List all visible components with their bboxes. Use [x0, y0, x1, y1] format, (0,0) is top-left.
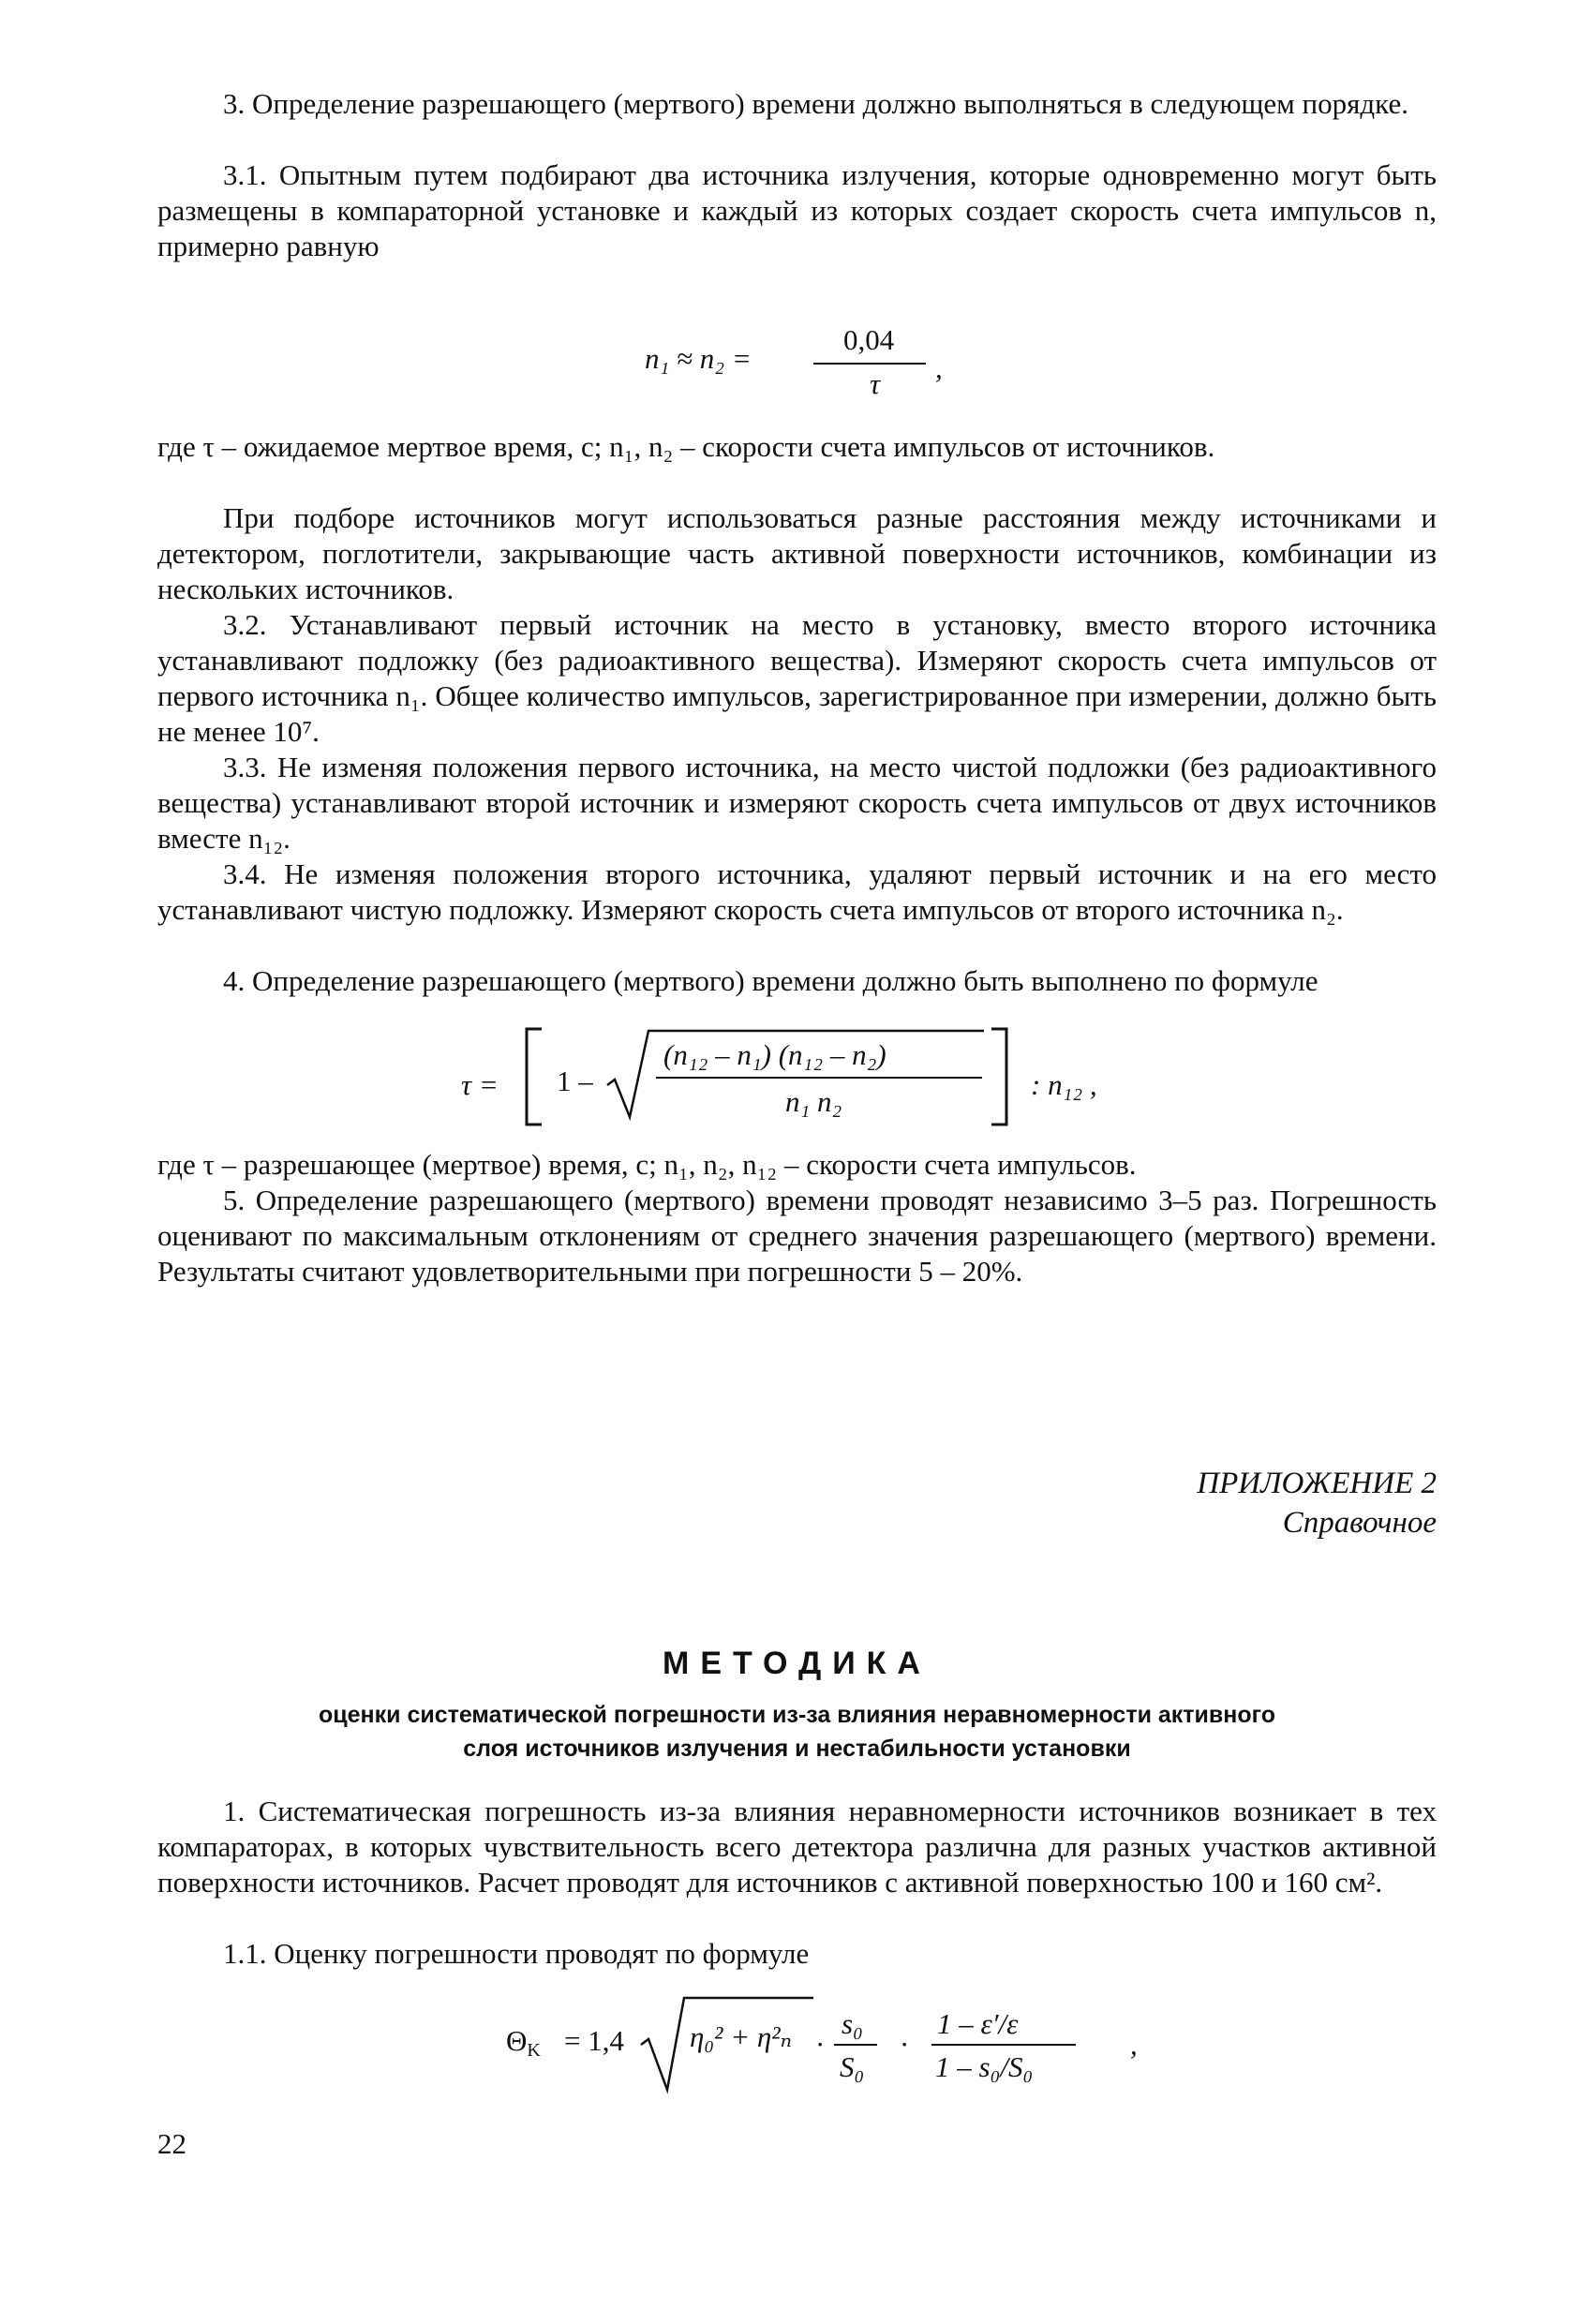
formula-2-numerator: (n₁₂ – n₁) (n₁₂ – n₂): [663, 1038, 886, 1071]
formula-3-theta: Θ: [506, 2024, 528, 2057]
paragraph-3-1: 3.1. Опытным путем подбирают два источника излучения, которые одновременно могут быть размещены в компараторной установке и каждый из которых создает скорость счета импульсов n, примерно равную: [157, 158, 1437, 262]
paragraph-4: 4. Определение разрешающего (мертвого) времени должно быть выполнено по формуле: [223, 964, 1318, 997]
method-paragraph-1: 1. Систематическая погрешность из-за влияния неравномерности источников возникает в тех компараторах, в которых чувствительность всего детектора различна для разных участков активной поверхности источников. Расчет проводят для источников с активной поверхностью 100 и 160 см².: [157, 1795, 1437, 1899]
formula-1-numerator: 0,04: [843, 323, 895, 356]
formula-3-frac2-denominator: 1 – s₀/S₀: [935, 2050, 1034, 2083]
paragraph-3-4: 3.4. Не изменяя положения второго источника, удаляют первый источник и на его место устанавливают чистую подложку. Измеряют скорость счета импульсов от второго источника n₂.: [157, 857, 1437, 926]
appendix-number: ПРИЛОЖЕНИЕ 2: [1197, 1467, 1437, 1500]
formula-3-frac2-numerator: 1 – ε′/ε: [937, 2007, 1019, 2040]
appendix-type: Справочное: [1282, 1506, 1437, 1540]
paragraph-3-1-explanation: где τ – ожидаемое мертвое время, с; n₁, n₂ – скорости счета импульсов от источников.: [157, 430, 1215, 463]
formula-3-radicand: η₀² + η²ₙ: [690, 2020, 793, 2053]
formula-1-denominator: τ: [870, 367, 881, 400]
formula-3-eq: = 1,4: [564, 2024, 624, 2057]
formula-2-one-minus: 1 –: [557, 1065, 593, 1097]
formula-3-theta-subscript: K: [527, 2040, 541, 2061]
paragraph-3-2: 3.2. Устанавливают первый источник на место в установку, вместо второго источника устанавливают подложку (без радиоактивного вещества). Измеряют скорость счета импульсов от первого источника n₁. Общее количество импульсов, зарегистрированное при измерении, должно быть не менее 10⁷.: [157, 608, 1437, 748]
method-subtitle-line-1: оценки систематической погрешности из-за влияния неравномерности активного: [318, 1702, 1276, 1728]
formula-2-denominator: n₁ n₂: [785, 1085, 842, 1118]
formula-2-tail: : n₁₂ ,: [1031, 1068, 1097, 1101]
paragraph-3: 3. Определение разрешающего (мертвого) времени должно выполняться в следующем порядке.: [223, 87, 1408, 120]
page-number: 22: [157, 2127, 186, 2160]
method-paragraph-1-1: 1.1. Оценку погрешности проводят по формуле: [223, 1937, 810, 1970]
formula-3-dot-1: ·: [815, 2028, 826, 2061]
method-title: МЕТОДИКА: [663, 1646, 931, 1681]
formula-1-lhs: n₁ ≈ n₂ =: [645, 342, 752, 375]
paragraph-5: 5. Определение разрешающего (мертвого) времени проводят независимо 3–5 раз. Погрешность оценивают по максимальным отклонениям от среднего значения разрешающего (мертвого) времени. Результаты считают удовлетворительными при погрешности 5 – 20%.: [157, 1184, 1437, 1288]
method-subtitle-line-2: слоя источников излучения и нестабильности установки: [463, 1736, 1131, 1762]
paragraph-source-selection: При подборе источников могут использоваться разные расстояния между источниками и детектором, поглотители, закрывающие часть активной поверхности источников, комбинации из нескольких источников.: [157, 501, 1437, 605]
formula-3-frac1-numerator: s₀: [842, 2007, 863, 2040]
formula-3-frac1-denominator: S₀: [840, 2050, 865, 2083]
formula-3-tail: ,: [1130, 2028, 1138, 2061]
formula-2-lhs: τ =: [461, 1068, 499, 1101]
paragraph-3-3: 3.3. Не изменяя положения первого источника, на место чистой подложки (без радиоактивного вещества) устанавливают второй источник и измеряют скорость счета импульсов от двух источников вместе n₁₂.: [157, 751, 1437, 855]
formula-1-comma: ,: [935, 351, 943, 384]
formula-3-dot-2: ·: [900, 2028, 910, 2061]
paragraph-4-explanation: где τ – разрешающее (мертвое) время, с; n₁, n₂, n₁₂ – скорости счета импульсов.: [157, 1148, 1137, 1181]
